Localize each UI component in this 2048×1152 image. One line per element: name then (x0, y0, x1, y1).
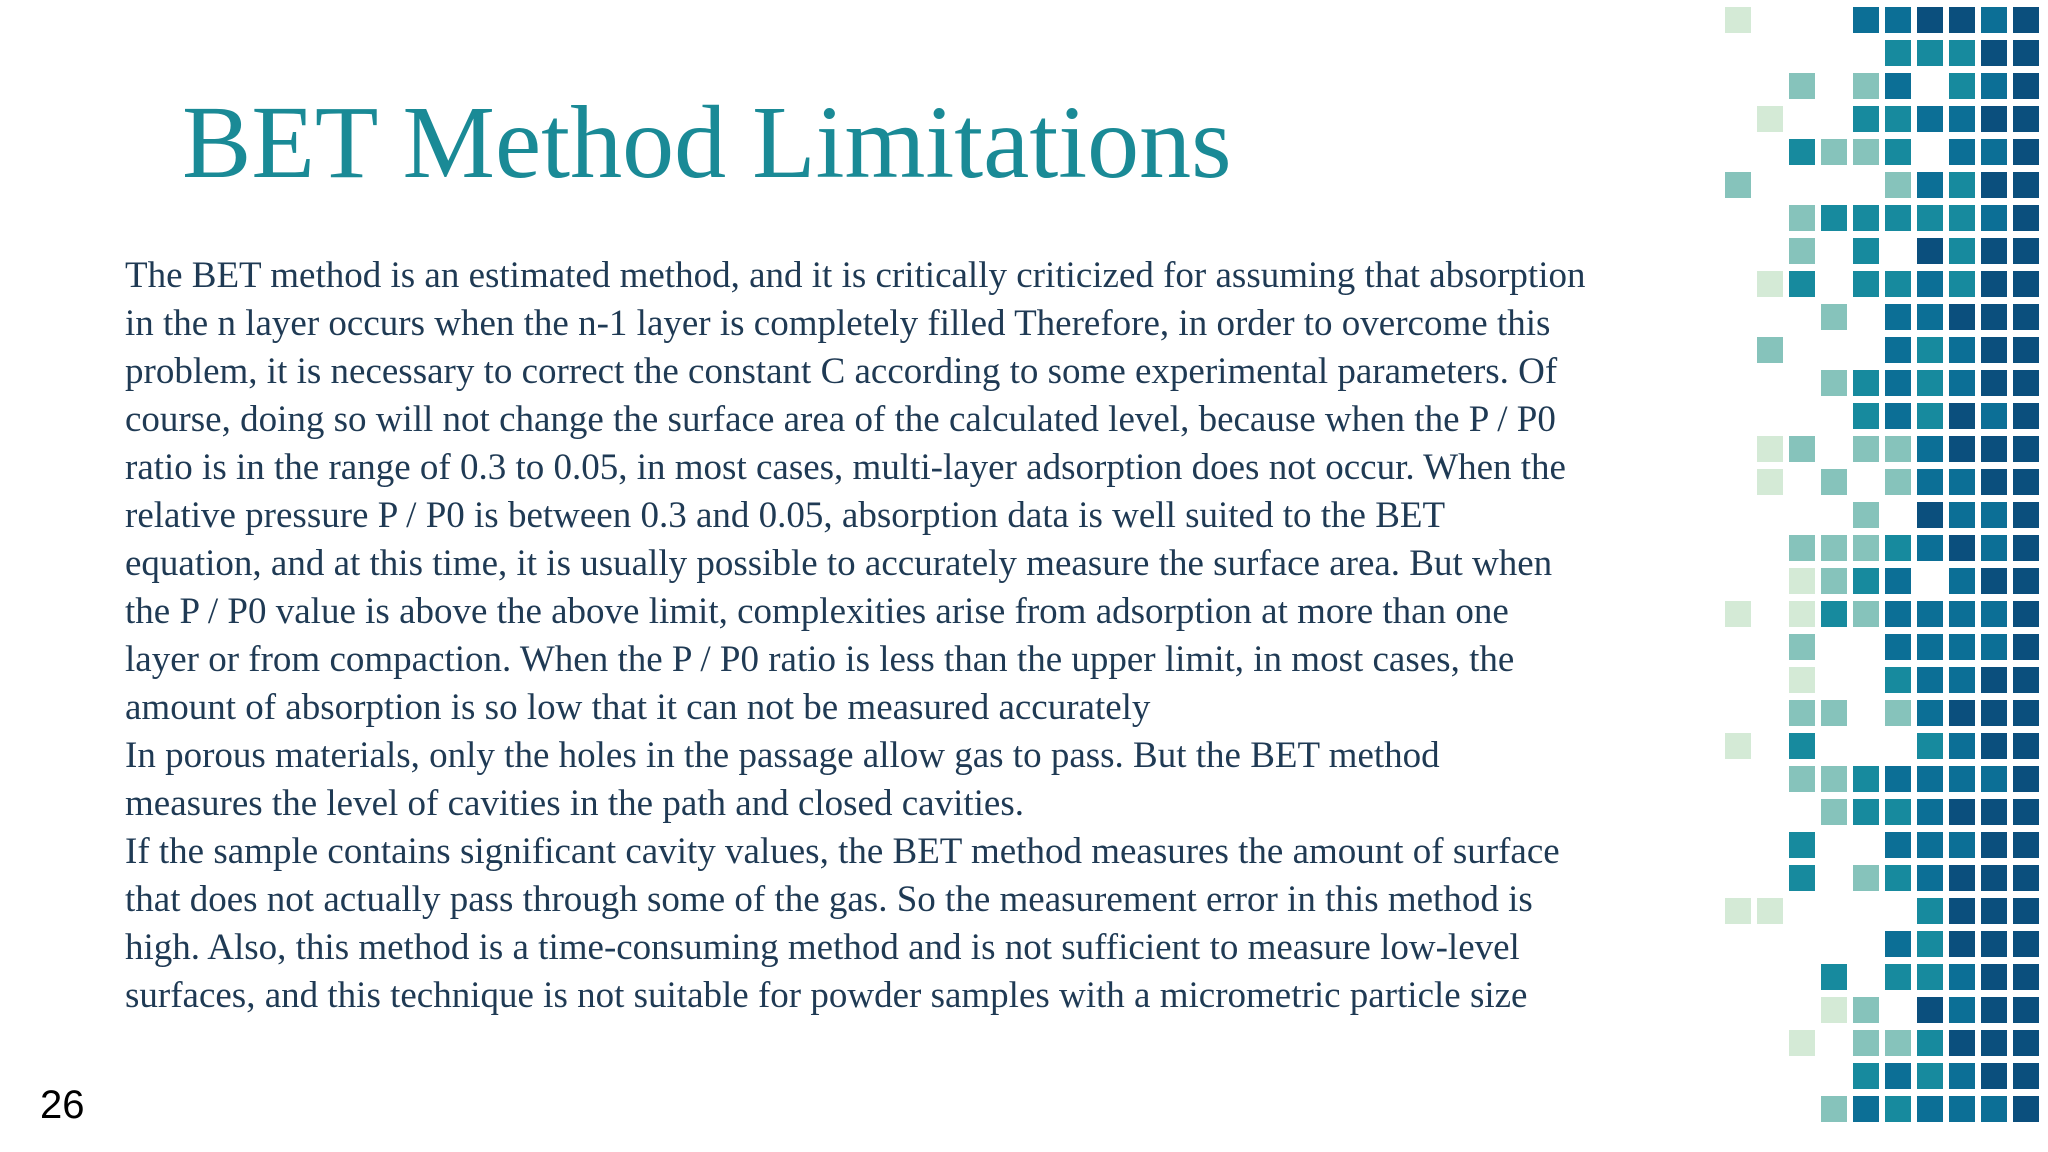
mosaic-square (1885, 73, 1911, 99)
mosaic-square (1821, 997, 1847, 1023)
mosaic-square (1981, 1030, 2007, 1056)
mosaic-square (1917, 865, 1943, 891)
mosaic-square (2013, 304, 2039, 330)
mosaic-square (1853, 601, 1879, 627)
mosaic-square (1885, 865, 1911, 891)
mosaic-square (1885, 40, 1911, 66)
mosaic-square (1981, 535, 2007, 561)
mosaic-square (1853, 799, 1879, 825)
mosaic-square (2013, 601, 2039, 627)
mosaic-square (1981, 766, 2007, 792)
mosaic-square (1949, 535, 1975, 561)
mosaic-square (1885, 304, 1911, 330)
mosaic-square (1981, 370, 2007, 396)
mosaic-square (2013, 931, 2039, 957)
body-line: The BET method is an estimated method, and it is critically criticized for assuming that absorption (125, 255, 1586, 296)
mosaic-square (1853, 1063, 1879, 1089)
mosaic-square (1917, 700, 1943, 726)
mosaic-square (1917, 337, 1943, 363)
mosaic-square (1981, 469, 2007, 495)
mosaic-square (1917, 832, 1943, 858)
mosaic-square (1853, 436, 1879, 462)
mosaic-square (1981, 1096, 2007, 1122)
mosaic-square (1853, 271, 1879, 297)
mosaic-square (1853, 139, 1879, 165)
mosaic-square (1757, 337, 1783, 363)
mosaic-square (1981, 700, 2007, 726)
mosaic-square (1789, 436, 1815, 462)
mosaic-square (1981, 106, 2007, 132)
mosaic-square (1949, 205, 1975, 231)
mosaic-square (1949, 271, 1975, 297)
mosaic-square (2013, 568, 2039, 594)
mosaic-square (1949, 502, 1975, 528)
mosaic-square (1949, 238, 1975, 264)
mosaic-square (1885, 469, 1911, 495)
mosaic-square (2013, 964, 2039, 990)
mosaic-square (1789, 667, 1815, 693)
mosaic-square (2013, 73, 2039, 99)
mosaic-square (1981, 1063, 2007, 1089)
mosaic-square (1949, 634, 1975, 660)
mosaic-square (1885, 139, 1911, 165)
mosaic-square (2013, 898, 2039, 924)
mosaic-square (2013, 1063, 2039, 1089)
mosaic-square (1885, 568, 1911, 594)
mosaic-square (1853, 1030, 1879, 1056)
body-line: If the sample contains significant cavity values, the BET method measures the amount of surface (125, 831, 1560, 872)
mosaic-square (1789, 139, 1815, 165)
mosaic-square (1917, 7, 1943, 33)
mosaic-square (2013, 436, 2039, 462)
mosaic-square (1885, 1096, 1911, 1122)
mosaic-square (1757, 106, 1783, 132)
mosaic-square (2013, 799, 2039, 825)
mosaic-square (2013, 634, 2039, 660)
mosaic-square (2013, 403, 2039, 429)
mosaic-square (1885, 931, 1911, 957)
mosaic-square (1853, 502, 1879, 528)
mosaic-square (2013, 1096, 2039, 1122)
mosaic-square (1949, 403, 1975, 429)
mosaic-square (1821, 799, 1847, 825)
mosaic-square (1917, 436, 1943, 462)
mosaic-square (1821, 139, 1847, 165)
mosaic-square (1981, 634, 2007, 660)
body-line: surfaces, and this technique is not suitable for powder samples with a micrometric particle size (125, 975, 1528, 1016)
body-line: that does not actually pass through some of the gas. So the measurement error in this method is (125, 879, 1533, 920)
mosaic-square (1917, 1063, 1943, 1089)
mosaic-square (1981, 898, 2007, 924)
mosaic-square (2013, 700, 2039, 726)
mosaic-square (1757, 469, 1783, 495)
mosaic-square (1789, 238, 1815, 264)
mosaic-square (1917, 502, 1943, 528)
mosaic-square (2013, 271, 2039, 297)
mosaic-square (1917, 271, 1943, 297)
mosaic-square (1917, 205, 1943, 231)
mosaic-square (1789, 832, 1815, 858)
mosaic-square (1949, 865, 1975, 891)
mosaic-square (1949, 106, 1975, 132)
mosaic-square (1885, 667, 1911, 693)
mosaic-square (1789, 568, 1815, 594)
mosaic-square (1949, 997, 1975, 1023)
mosaic-square (1981, 997, 2007, 1023)
mosaic-square (1981, 733, 2007, 759)
mosaic-square (2013, 172, 2039, 198)
mosaic-square (1885, 535, 1911, 561)
mosaic-square (1949, 964, 1975, 990)
mosaic-square (1981, 7, 2007, 33)
mosaic-square (2013, 832, 2039, 858)
mosaic-square (1949, 436, 1975, 462)
page-number: 26 (40, 1083, 85, 1127)
mosaic-square (1757, 898, 1783, 924)
mosaic-square (1789, 535, 1815, 561)
mosaic-square (2013, 997, 2039, 1023)
mosaic-square (1725, 7, 1751, 33)
mosaic-square (1885, 832, 1911, 858)
mosaic-square (1981, 436, 2007, 462)
mosaic-square (2013, 667, 2039, 693)
mosaic-square (2013, 40, 2039, 66)
mosaic-square (1789, 700, 1815, 726)
mosaic-square (1917, 1096, 1943, 1122)
mosaic-square (1821, 205, 1847, 231)
mosaic-square (2013, 370, 2039, 396)
mosaic-square (1949, 799, 1975, 825)
mosaic-square (1917, 733, 1943, 759)
mosaic-square (1949, 766, 1975, 792)
mosaic-square (1885, 1063, 1911, 1089)
mosaic-square (1885, 172, 1911, 198)
mosaic-square (1821, 1096, 1847, 1122)
mosaic-square (1981, 73, 2007, 99)
mosaic-square (1725, 172, 1751, 198)
mosaic-square (1949, 1096, 1975, 1122)
body-line: measures the level of cavities in the path and closed cavities. (125, 783, 1024, 824)
mosaic-square (1981, 304, 2007, 330)
mosaic-square (2013, 766, 2039, 792)
mosaic-square (1757, 436, 1783, 462)
mosaic-square (1853, 766, 1879, 792)
mosaic-square (1885, 403, 1911, 429)
mosaic-square (1949, 832, 1975, 858)
mosaic-square (1853, 106, 1879, 132)
mosaic-square (2013, 106, 2039, 132)
mosaic-square (1981, 403, 2007, 429)
mosaic-square (1789, 733, 1815, 759)
mosaic-square (1853, 238, 1879, 264)
mosaic-square (1917, 667, 1943, 693)
mosaic-square (1757, 271, 1783, 297)
mosaic-square (1917, 106, 1943, 132)
mosaic-square (1821, 601, 1847, 627)
mosaic-square (1885, 436, 1911, 462)
mosaic-square (1917, 931, 1943, 957)
mosaic-square (2013, 337, 2039, 363)
mosaic-square (1885, 271, 1911, 297)
mosaic-square (1949, 1063, 1975, 1089)
mosaic-square (2013, 535, 2039, 561)
mosaic-square (1885, 766, 1911, 792)
mosaic-square (1949, 1030, 1975, 1056)
mosaic-square (1885, 337, 1911, 363)
mosaic-square (1853, 205, 1879, 231)
mosaic-square (1853, 7, 1879, 33)
body-line: in the n layer occurs when the n-1 layer is completely filled Therefore, in order to overcome this (125, 303, 1551, 344)
mosaic-square (2013, 238, 2039, 264)
mosaic-square (1981, 568, 2007, 594)
mosaic-square (1949, 469, 1975, 495)
mosaic-square (1917, 403, 1943, 429)
body-line: course, doing so will not change the surface area of the calculated level, because when the P / P0 (125, 399, 1556, 440)
mosaic-square (1917, 799, 1943, 825)
mosaic-square (1853, 865, 1879, 891)
body-line: relative pressure P / P0 is between 0.3 and 0.05, absorption data is well suited to the BET (125, 495, 1446, 536)
mosaic-square (1949, 667, 1975, 693)
mosaic-square (1821, 700, 1847, 726)
body-line: the P / P0 value is above the above limit, complexities arise from adsorption at more than one (125, 591, 1509, 632)
mosaic-square (1917, 304, 1943, 330)
mosaic-square (1981, 502, 2007, 528)
mosaic-square (1981, 271, 2007, 297)
body-line: high. Also, this method is a time-consuming method and is not sufficient to measure low-level (125, 927, 1520, 968)
mosaic-square (1981, 799, 2007, 825)
mosaic-square (2013, 139, 2039, 165)
mosaic-square (1917, 40, 1943, 66)
mosaic-square (1821, 370, 1847, 396)
body-line: amount of absorption is so low that it can not be measured accurately (125, 687, 1151, 728)
mosaic-square (1917, 469, 1943, 495)
mosaic-square (1917, 766, 1943, 792)
body-line: In porous materials, only the holes in the passage allow gas to pass. But the BET method (125, 735, 1440, 776)
mosaic-square (1789, 865, 1815, 891)
mosaic-square (1853, 997, 1879, 1023)
mosaic-square (1949, 40, 1975, 66)
mosaic-square (1821, 469, 1847, 495)
mosaic-square (1949, 568, 1975, 594)
mosaic-square (1885, 106, 1911, 132)
mosaic-square (1789, 205, 1815, 231)
mosaic-square (1853, 73, 1879, 99)
mosaic-square (1917, 997, 1943, 1023)
mosaic-square (1981, 139, 2007, 165)
mosaic-square (1949, 337, 1975, 363)
mosaic-square (1981, 238, 2007, 264)
mosaic-square (1853, 568, 1879, 594)
mosaic-square (1949, 73, 1975, 99)
mosaic-square (1949, 733, 1975, 759)
body-text (125, 252, 1715, 1020)
mosaic-square (1885, 601, 1911, 627)
mosaic-square (1789, 766, 1815, 792)
mosaic-square (1789, 1030, 1815, 1056)
mosaic-square (1949, 7, 1975, 33)
mosaic-square (2013, 7, 2039, 33)
mosaic-square (1853, 403, 1879, 429)
mosaic-square (1949, 931, 1975, 957)
mosaic-square (1885, 964, 1911, 990)
mosaic-square (1981, 205, 2007, 231)
mosaic-square (1981, 931, 2007, 957)
mosaic-square (1981, 865, 2007, 891)
mosaic-square (2013, 865, 2039, 891)
mosaic-square (2013, 733, 2039, 759)
mosaic-square (1885, 700, 1911, 726)
mosaic-square (1821, 304, 1847, 330)
mosaic-square (1949, 601, 1975, 627)
mosaic-square (1789, 271, 1815, 297)
mosaic-square (1885, 7, 1911, 33)
mosaic-square (2013, 205, 2039, 231)
mosaic-square (1885, 799, 1911, 825)
mosaic-square (1821, 766, 1847, 792)
mosaic-square (1885, 1030, 1911, 1056)
mosaic-square (1917, 370, 1943, 396)
mosaic-square (1885, 370, 1911, 396)
mosaic-square (1917, 964, 1943, 990)
mosaic-square (1949, 172, 1975, 198)
mosaic-square (1917, 601, 1943, 627)
mosaic-square (1725, 601, 1751, 627)
slide-title: BET Method Limitations (182, 85, 1232, 200)
mosaic-square (1949, 139, 1975, 165)
mosaic-square (1885, 205, 1911, 231)
mosaic-square (1981, 601, 2007, 627)
mosaic-square (1981, 40, 2007, 66)
mosaic-square (1885, 634, 1911, 660)
mosaic-square (1917, 238, 1943, 264)
mosaic-square (1917, 172, 1943, 198)
mosaic-square (1917, 634, 1943, 660)
body-line: layer or from compaction. When the P / P0 ratio is less than the upper limit, in most cases, the (125, 639, 1515, 680)
mosaic-square (1725, 733, 1751, 759)
mosaic-square (1789, 73, 1815, 99)
mosaic-square (1981, 832, 2007, 858)
mosaic-square (1981, 964, 2007, 990)
mosaic-square (1853, 535, 1879, 561)
mosaic-square (1821, 535, 1847, 561)
mosaic-square (1853, 1096, 1879, 1122)
mosaic-square (1821, 568, 1847, 594)
mosaic-square (1789, 634, 1815, 660)
mosaic-square (1949, 898, 1975, 924)
body-line: ratio is in the range of 0.3 to 0.05, in most cases, multi-layer adsorption does not occur. When the (125, 447, 1566, 488)
mosaic-square (1949, 370, 1975, 396)
mosaic-square (1917, 898, 1943, 924)
mosaic-square (1949, 304, 1975, 330)
mosaic-square (1981, 337, 2007, 363)
mosaic-square (2013, 502, 2039, 528)
body-line: problem, it is necessary to correct the constant C according to some experimental parameters. Of (125, 351, 1558, 392)
mosaic-square (1917, 1030, 1943, 1056)
mosaic-square (1917, 535, 1943, 561)
mosaic-square (2013, 1030, 2039, 1056)
mosaic-square (1981, 172, 2007, 198)
mosaic-square (1821, 964, 1847, 990)
body-line: equation, and at this time, it is usually possible to accurately measure the surface area. But when (125, 543, 1553, 584)
mosaic-square (1853, 370, 1879, 396)
mosaic-square (1981, 667, 2007, 693)
mosaic-square (1949, 700, 1975, 726)
mosaic-square (2013, 469, 2039, 495)
mosaic-square (1789, 601, 1815, 627)
mosaic-square (1725, 898, 1751, 924)
